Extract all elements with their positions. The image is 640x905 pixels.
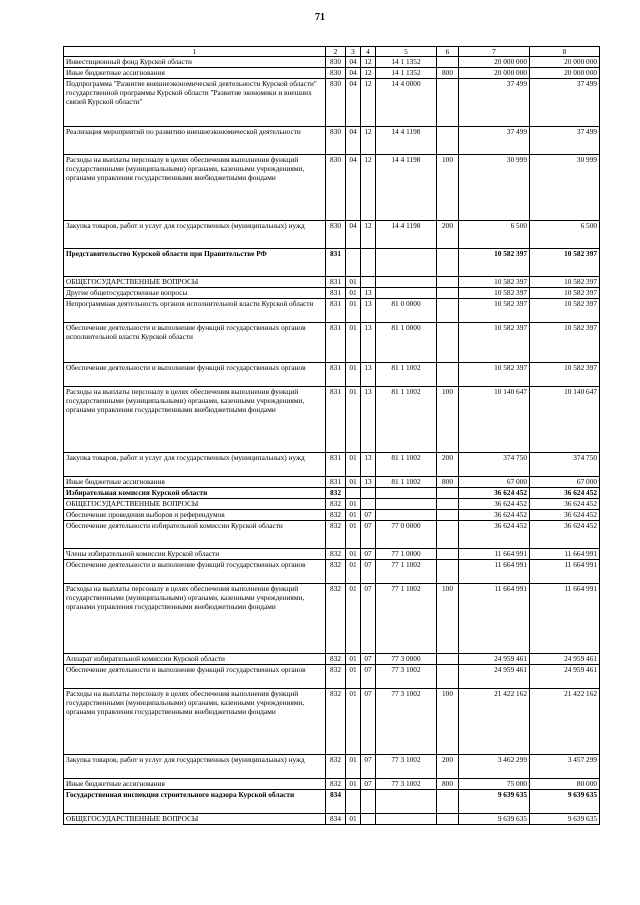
cell-amount-2: 36 624 452 [530, 521, 600, 549]
table-row [64, 57, 600, 68]
table-row [64, 155, 600, 221]
cell-pr: 12 [361, 68, 376, 79]
cell-pr [361, 814, 376, 825]
table-row [64, 665, 600, 689]
cell-vr [437, 499, 459, 510]
table-row [64, 79, 600, 127]
cell-vr: 200 [437, 755, 459, 779]
table-row [64, 755, 600, 779]
cell-gr: 831 [326, 288, 346, 299]
cell-rz: 01 [346, 363, 361, 387]
cell-amount-1: 10 582 397 [459, 363, 530, 387]
cell-rz: 01 [346, 323, 361, 363]
cell-amount-2: 24 959 461 [530, 665, 600, 689]
cell-vr [437, 790, 459, 814]
cell-name: Другие общегосударственные вопросы [64, 288, 326, 299]
cell-gr: 832 [326, 584, 346, 654]
header-cell-6: 6 [437, 47, 459, 57]
cell-gr: 832 [326, 560, 346, 584]
table-row [64, 510, 600, 521]
cell-pr: 13 [361, 453, 376, 477]
cell-rz: 01 [346, 499, 361, 510]
cell-vr [437, 299, 459, 323]
cell-vr: 200 [437, 221, 459, 249]
cell-rz: 01 [346, 814, 361, 825]
cell-csr: 77 3 1002 [376, 755, 437, 779]
cell-csr: 77 3 0000 [376, 654, 437, 665]
cell-vr [437, 127, 459, 155]
cell-gr: 831 [326, 323, 346, 363]
cell-amount-2: 80 000 [530, 779, 600, 790]
cell-amount-1: 10 582 397 [459, 288, 530, 299]
cell-pr: 07 [361, 560, 376, 584]
table-row [64, 127, 600, 155]
cell-csr: 81 1 1002 [376, 453, 437, 477]
cell-gr: 830 [326, 127, 346, 155]
cell-csr: 81 0 0000 [376, 299, 437, 323]
table-row [64, 299, 600, 323]
cell-name: Расходы на выплаты персоналу в целях обеспечения выполнения функций государственными (муниципальными) органами, казенными учреждениями, органами управления государственными внебюджетными фондами [64, 584, 326, 654]
cell-amount-2: 21 422 162 [530, 689, 600, 755]
cell-rz [346, 488, 361, 499]
cell-amount-1: 10 582 397 [459, 249, 530, 277]
cell-rz: 04 [346, 221, 361, 249]
cell-rz: 01 [346, 560, 361, 584]
cell-rz: 01 [346, 277, 361, 288]
cell-csr: 14 4 1198 [376, 221, 437, 249]
cell-csr: 14 1 1352 [376, 57, 437, 68]
table-row [64, 499, 600, 510]
cell-rz: 01 [346, 299, 361, 323]
header-cell-1: 1 [64, 47, 326, 57]
cell-vr [437, 814, 459, 825]
cell-amount-2: 374 750 [530, 453, 600, 477]
cell-amount-1: 24 959 461 [459, 665, 530, 689]
table-row [64, 584, 600, 654]
cell-rz: 04 [346, 68, 361, 79]
cell-name: Иные бюджетные ассигнования [64, 477, 326, 488]
cell-vr [437, 549, 459, 560]
cell-csr: 77 1 1002 [376, 584, 437, 654]
cell-name: Подпрограмма "Развитие внешнеэкономической деятельности Курской области" государственной программы Курской области "Развитие экономики и внешних связей Курской области" [64, 79, 326, 127]
cell-amount-2: 20 000 000 [530, 57, 600, 68]
cell-gr: 830 [326, 57, 346, 68]
cell-amount-2: 3 457 299 [530, 755, 600, 779]
cell-name: Обеспечение проведения выборов и референдумов [64, 510, 326, 521]
cell-amount-2: 10 582 397 [530, 299, 600, 323]
cell-amount-2: 10 140 647 [530, 387, 600, 453]
cell-rz: 04 [346, 79, 361, 127]
cell-name: Реализация мероприятий по развитию внешнеэкономической деятельности [64, 127, 326, 155]
cell-name: Избирательная комиссия Курской области [64, 488, 326, 499]
cell-vr: 100 [437, 387, 459, 453]
cell-gr: 830 [326, 155, 346, 221]
cell-amount-2: 30 999 [530, 155, 600, 221]
cell-pr: 13 [361, 477, 376, 488]
cell-csr [376, 288, 437, 299]
cell-amount-1: 6 500 [459, 221, 530, 249]
cell-vr [437, 510, 459, 521]
table-row [64, 689, 600, 755]
cell-vr [437, 277, 459, 288]
cell-csr: 77 3 1002 [376, 779, 437, 790]
cell-gr: 832 [326, 779, 346, 790]
cell-amount-1: 9 639 635 [459, 814, 530, 825]
cell-name: Закупка товаров, работ и услуг для государственных (муниципальных) нужд [64, 755, 326, 779]
cell-name: Обеспечение деятельности избирательной комиссии Курской области [64, 521, 326, 549]
cell-vr [437, 521, 459, 549]
cell-amount-2: 11 664 991 [530, 584, 600, 654]
cell-csr [376, 499, 437, 510]
cell-rz: 01 [346, 510, 361, 521]
cell-gr: 831 [326, 387, 346, 453]
cell-amount-2: 67 000 [530, 477, 600, 488]
cell-amount-1: 36 624 452 [459, 510, 530, 521]
cell-amount-1: 11 664 991 [459, 560, 530, 584]
table-row [64, 453, 600, 477]
cell-csr: 81 1 1002 [376, 387, 437, 453]
cell-amount-1: 20 000 000 [459, 68, 530, 79]
table-row [64, 363, 600, 387]
cell-gr: 832 [326, 488, 346, 499]
cell-csr: 14 4 1198 [376, 127, 437, 155]
cell-amount-2: 11 664 991 [530, 560, 600, 584]
cell-amount-1: 75 000 [459, 779, 530, 790]
cell-rz: 01 [346, 521, 361, 549]
cell-amount-1: 10 582 397 [459, 277, 530, 288]
table-row [64, 521, 600, 549]
table-row [64, 387, 600, 453]
cell-gr: 831 [326, 277, 346, 288]
table-row [64, 654, 600, 665]
cell-csr: 81 1 1002 [376, 477, 437, 488]
cell-gr: 832 [326, 665, 346, 689]
cell-pr: 12 [361, 57, 376, 68]
cell-pr: 13 [361, 323, 376, 363]
cell-rz: 04 [346, 155, 361, 221]
cell-vr: 200 [437, 453, 459, 477]
cell-amount-1: 30 999 [459, 155, 530, 221]
cell-gr: 832 [326, 755, 346, 779]
cell-name: Представительство Курской области при Правительстве РФ [64, 249, 326, 277]
cell-rz: 01 [346, 288, 361, 299]
table-row [64, 249, 600, 277]
cell-pr: 07 [361, 521, 376, 549]
cell-amount-2: 36 624 452 [530, 488, 600, 499]
cell-amount-2: 37 499 [530, 79, 600, 127]
cell-pr [361, 499, 376, 510]
cell-vr: 100 [437, 584, 459, 654]
cell-pr: 07 [361, 510, 376, 521]
cell-rz: 01 [346, 755, 361, 779]
cell-name: Государственная инспекция строительного надзора Курской области [64, 790, 326, 814]
cell-pr: 13 [361, 363, 376, 387]
cell-vr [437, 288, 459, 299]
cell-gr: 832 [326, 549, 346, 560]
cell-csr: 77 0 0000 [376, 521, 437, 549]
cell-amount-1: 36 624 452 [459, 488, 530, 499]
table-row [64, 790, 600, 814]
cell-amount-2: 10 582 397 [530, 363, 600, 387]
cell-amount-1: 10 582 397 [459, 299, 530, 323]
cell-amount-1: 21 422 162 [459, 689, 530, 755]
cell-csr: 14 4 0000 [376, 79, 437, 127]
cell-vr [437, 363, 459, 387]
cell-vr [437, 560, 459, 584]
cell-gr: 831 [326, 299, 346, 323]
cell-amount-2: 37 499 [530, 127, 600, 155]
cell-gr: 830 [326, 221, 346, 249]
cell-amount-1: 36 624 452 [459, 499, 530, 510]
cell-csr: 77 3 1002 [376, 689, 437, 755]
cell-pr: 12 [361, 127, 376, 155]
cell-amount-1: 24 959 461 [459, 654, 530, 665]
cell-rz: 01 [346, 549, 361, 560]
cell-name: Члены избирательной комиссии Курской области [64, 549, 326, 560]
header-cell-4: 4 [361, 47, 376, 57]
cell-amount-2: 11 664 991 [530, 549, 600, 560]
cell-pr: 07 [361, 689, 376, 755]
cell-pr [361, 488, 376, 499]
cell-amount-2: 36 624 452 [530, 510, 600, 521]
cell-csr: 14 4 1198 [376, 155, 437, 221]
table-row [64, 779, 600, 790]
cell-name: ОБЩЕГОСУДАРСТВЕННЫЕ ВОПРОСЫ [64, 277, 326, 288]
cell-rz: 04 [346, 57, 361, 68]
cell-csr [376, 790, 437, 814]
header-cell-5: 5 [376, 47, 437, 57]
cell-vr: 800 [437, 477, 459, 488]
cell-amount-1: 374 750 [459, 453, 530, 477]
table-row [64, 221, 600, 249]
cell-vr: 100 [437, 689, 459, 755]
cell-name: Иные бюджетные ассигнования [64, 68, 326, 79]
cell-vr: 800 [437, 68, 459, 79]
cell-gr: 832 [326, 510, 346, 521]
cell-name: Обеспечение деятельности и выполнение функций государственных органов [64, 665, 326, 689]
cell-vr [437, 249, 459, 277]
header-cell-3: 3 [346, 47, 361, 57]
cell-pr: 13 [361, 299, 376, 323]
cell-csr: 14 1 1352 [376, 68, 437, 79]
cell-amount-1: 9 639 635 [459, 790, 530, 814]
cell-rz: 01 [346, 477, 361, 488]
table-header-row [64, 47, 600, 57]
cell-gr: 832 [326, 689, 346, 755]
cell-amount-2: 20 000 000 [530, 68, 600, 79]
cell-gr: 831 [326, 249, 346, 277]
cell-pr [361, 790, 376, 814]
cell-pr: 12 [361, 155, 376, 221]
cell-gr: 831 [326, 477, 346, 488]
cell-name: Обеспечение деятельности и выполнение функций государственных органов [64, 560, 326, 584]
cell-amount-1: 3 462 299 [459, 755, 530, 779]
cell-amount-2: 10 582 397 [530, 288, 600, 299]
cell-rz: 01 [346, 584, 361, 654]
cell-pr: 12 [361, 79, 376, 127]
table-row [64, 68, 600, 79]
cell-amount-1: 10 582 397 [459, 323, 530, 363]
cell-vr [437, 488, 459, 499]
cell-name: Расходы на выплаты персоналу в целях обеспечения выполнения функций государственными (муниципальными) органами, казенными учреждениями, органами управления государственными внебюджетными фондами [64, 689, 326, 755]
cell-rz: 01 [346, 689, 361, 755]
cell-pr [361, 277, 376, 288]
cell-amount-1: 11 664 991 [459, 584, 530, 654]
page-number: 71 [315, 12, 325, 23]
cell-csr [376, 249, 437, 277]
cell-gr: 831 [326, 453, 346, 477]
cell-amount-1: 37 499 [459, 127, 530, 155]
cell-name: Расходы на выплаты персоналу в целях обеспечения выполнения функций государственными (муниципальными) органами, казенными учреждениями, органами управления государственными внебюджетными фондами [64, 387, 326, 453]
cell-gr: 834 [326, 790, 346, 814]
header-cell-7: 7 [459, 47, 530, 57]
table-row [64, 288, 600, 299]
cell-gr: 832 [326, 521, 346, 549]
cell-name: Иные бюджетные ассигнования [64, 779, 326, 790]
cell-csr: 81 1 1002 [376, 363, 437, 387]
cell-pr: 12 [361, 221, 376, 249]
cell-rz: 01 [346, 654, 361, 665]
cell-amount-2: 6 500 [530, 221, 600, 249]
cell-pr: 07 [361, 665, 376, 689]
header-cell-8: 8 [530, 47, 600, 57]
header-cell-2: 2 [326, 47, 346, 57]
cell-name: Закупка товаров, работ и услуг для государственных (муниципальных) нужд [64, 453, 326, 477]
table-row [64, 488, 600, 499]
cell-gr: 832 [326, 654, 346, 665]
cell-pr: 07 [361, 549, 376, 560]
cell-csr [376, 488, 437, 499]
cell-amount-1: 11 664 991 [459, 549, 530, 560]
cell-rz: 01 [346, 453, 361, 477]
cell-rz: 01 [346, 779, 361, 790]
budget-table [63, 46, 600, 825]
cell-pr [361, 249, 376, 277]
cell-rz: 01 [346, 387, 361, 453]
table-row [64, 549, 600, 560]
cell-gr: 830 [326, 68, 346, 79]
cell-rz: 04 [346, 127, 361, 155]
cell-rz [346, 790, 361, 814]
cell-vr [437, 79, 459, 127]
cell-pr: 07 [361, 755, 376, 779]
cell-gr: 830 [326, 79, 346, 127]
cell-pr: 13 [361, 288, 376, 299]
cell-vr: 800 [437, 779, 459, 790]
table-row [64, 560, 600, 584]
cell-amount-2: 9 639 635 [530, 790, 600, 814]
cell-csr: 77 3 1002 [376, 665, 437, 689]
cell-rz: 01 [346, 665, 361, 689]
cell-csr [376, 510, 437, 521]
cell-rz [346, 249, 361, 277]
cell-vr [437, 323, 459, 363]
table-row [64, 477, 600, 488]
cell-amount-1: 67 000 [459, 477, 530, 488]
cell-amount-2: 10 582 397 [530, 277, 600, 288]
cell-name: ОБЩЕГОСУДАРСТВЕННЫЕ ВОПРОСЫ [64, 499, 326, 510]
cell-amount-2: 10 582 397 [530, 323, 600, 363]
cell-amount-2: 10 582 397 [530, 249, 600, 277]
cell-amount-1: 20 000 000 [459, 57, 530, 68]
cell-pr: 07 [361, 584, 376, 654]
cell-csr: 77 1 1002 [376, 560, 437, 584]
cell-name: ОБЩЕГОСУДАРСТВЕННЫЕ ВОПРОСЫ [64, 814, 326, 825]
cell-name: Закупка товаров, работ и услуг для государственных (муниципальных) нужд [64, 221, 326, 249]
cell-csr [376, 814, 437, 825]
cell-pr: 07 [361, 779, 376, 790]
cell-vr: 100 [437, 155, 459, 221]
cell-name: Расходы на выплаты персоналу в целях обеспечения выполнения функций государственными (муниципальными) органами, казенными учреждениями, органами управления государственными внебюджетными фондами [64, 155, 326, 221]
cell-pr: 13 [361, 387, 376, 453]
cell-amount-2: 24 959 461 [530, 654, 600, 665]
cell-gr: 832 [326, 499, 346, 510]
table-row [64, 277, 600, 288]
cell-name: Обеспечение деятельности и выполнение функций государственных органов [64, 363, 326, 387]
cell-csr: 77 1 0000 [376, 549, 437, 560]
table-row [64, 323, 600, 363]
cell-name: Обеспечение деятельности и выполнение функций государственных органов исполнительной власти Курской области [64, 323, 326, 363]
cell-vr [437, 665, 459, 689]
cell-vr [437, 57, 459, 68]
cell-name: Непрограммная деятельность органов исполнительной власти Курской области [64, 299, 326, 323]
cell-name: Аппарат избирательной комиссии Курской области [64, 654, 326, 665]
cell-name: Инвестиционный фонд Курской области [64, 57, 326, 68]
cell-amount-1: 10 140 647 [459, 387, 530, 453]
cell-pr: 07 [361, 654, 376, 665]
cell-csr [376, 277, 437, 288]
cell-csr: 81 1 0000 [376, 323, 437, 363]
cell-amount-1: 37 499 [459, 79, 530, 127]
cell-amount-2: 36 624 452 [530, 499, 600, 510]
cell-gr: 831 [326, 363, 346, 387]
cell-amount-1: 36 624 452 [459, 521, 530, 549]
table-row [64, 814, 600, 825]
cell-gr: 834 [326, 814, 346, 825]
cell-amount-2: 9 639 635 [530, 814, 600, 825]
cell-vr [437, 654, 459, 665]
